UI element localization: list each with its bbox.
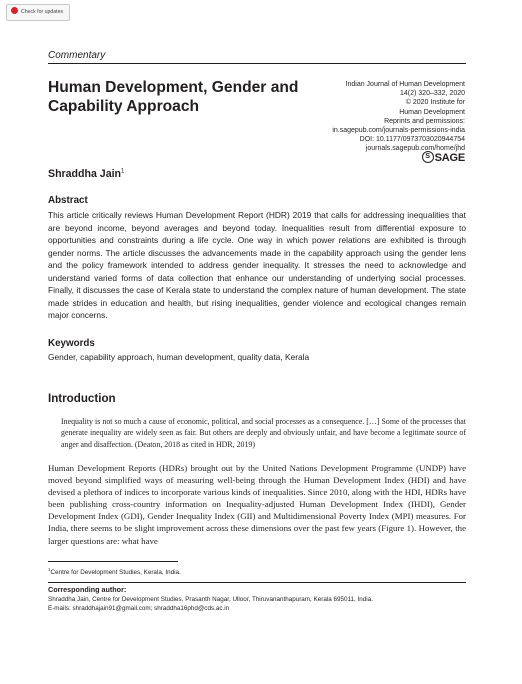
doi-link[interactable]: DOI: 10.1177/0973703020944754 bbox=[359, 136, 465, 144]
author-name-text: Shraddha Jain bbox=[48, 168, 121, 180]
check-for-updates-badge[interactable] bbox=[6, 4, 70, 21]
badge-label: Check for updates bbox=[21, 9, 64, 15]
footnote-mark: 1 bbox=[48, 567, 51, 572]
copyright-line: © 2020 Institute for bbox=[405, 99, 465, 107]
introduction-paragraph: Human Development Reports (HDRs) brought out by the United Nations Development Programme (UNDP) have moved beyond simplified ways of measuring well-being through the Human Development Index (HDI) and have devised a plethora of indices to incorporate various kinds of inequalities. Since 2010, along with the HDI, HDRs have been publishing cross-country information on Inequality-adjusted Human Development Index (IHDI), Gender Development Index (GDI), Gender Inequality Index (GII) and Multidimensional Poverty Index (MPI) measures. For India, there seems to be slight improvement across these dimensions over the past few years (Figure 1). However, the larger questions are: what have bbox=[48, 463, 466, 546]
header-rule bbox=[48, 63, 466, 64]
journal-homepage-link[interactable]: journals.sagepub.com/home/jhd bbox=[365, 145, 465, 153]
keywords-heading: Keywords bbox=[48, 338, 95, 349]
corresponding-address: Shraddha Jain, Centre for Development Studies, Prasanth Nagar, Ulloor, Thiruvananthapuram, Kerala 695011, India. bbox=[48, 596, 373, 603]
corresponding-rule bbox=[48, 582, 466, 583]
abstract-text: This article critically reviews Human Development Report (HDR) 2019 that calls for addressing inequalities that are beyond income, beyond averages and beyond today. Inequalities result from differential exposure to opportunities and constraints during a life cycle. One way in which power relations are exhibited is through gender norms. The article discusses the advancements made in the capability approach using the gender lens and the policy framework intended to address gender inequality. It stresses the need to acknowledge and understand varied forms of data collection that enhance our understanding of underlying social processes. Finally, it discusses the case of Kerala state to understand the complex nature of human development. The state made strides in education and health, but rising inequalities, gender violence and ecological changes remain major concerns. bbox=[48, 210, 466, 320]
article-type-label: Commentary bbox=[48, 50, 106, 61]
corresponding-heading: Corresponding author: bbox=[48, 585, 127, 594]
corresponding-details bbox=[48, 596, 466, 613]
epigraph-quote: Inequality is not so much a cause of economic, political, and social processes as a consequence. […] Some of the processes that generate inequality are widely seen as fair. But others are deeply and obviously unfair, and have become a legitimate source of anger and disaffection. (Deaton, 2018 as cited in HDR, 2019) bbox=[61, 417, 466, 449]
copyright-holder: Human Development bbox=[399, 108, 465, 116]
keywords-text: Gender, capability approach, human development, quality data, Kerala bbox=[48, 352, 310, 362]
introduction-heading: Introduction bbox=[48, 392, 116, 405]
sage-logo-icon: S bbox=[422, 151, 434, 163]
publisher-logo bbox=[422, 152, 465, 164]
permissions-link[interactable]: in.sagepub.com/journals-permissions-india bbox=[332, 127, 465, 135]
author-name bbox=[48, 168, 124, 180]
journal-volume: 14(2) 320–332, 2020 bbox=[400, 90, 465, 98]
footnote-rule bbox=[48, 561, 178, 562]
abstract-heading: Abstract bbox=[48, 195, 88, 206]
journal-info bbox=[305, 80, 465, 154]
reprints-label: Reprints and permissions: bbox=[384, 117, 465, 125]
publisher-name: SAGE bbox=[434, 152, 465, 164]
article-title: Human Development, Gender and Capability Approach bbox=[48, 79, 299, 115]
footnote bbox=[48, 567, 181, 576]
journal-name: Indian Journal of Human Development bbox=[345, 81, 465, 88]
corresponding-emails[interactable]: E-mails: shraddhajain91@gmail.com; shraddha16phd@cds.ac.in bbox=[48, 604, 230, 612]
crossmark-icon bbox=[11, 7, 18, 14]
footnote-text: Centre for Development Studies, Kerala, India. bbox=[50, 569, 181, 577]
affiliation-mark: 1 bbox=[121, 168, 125, 175]
